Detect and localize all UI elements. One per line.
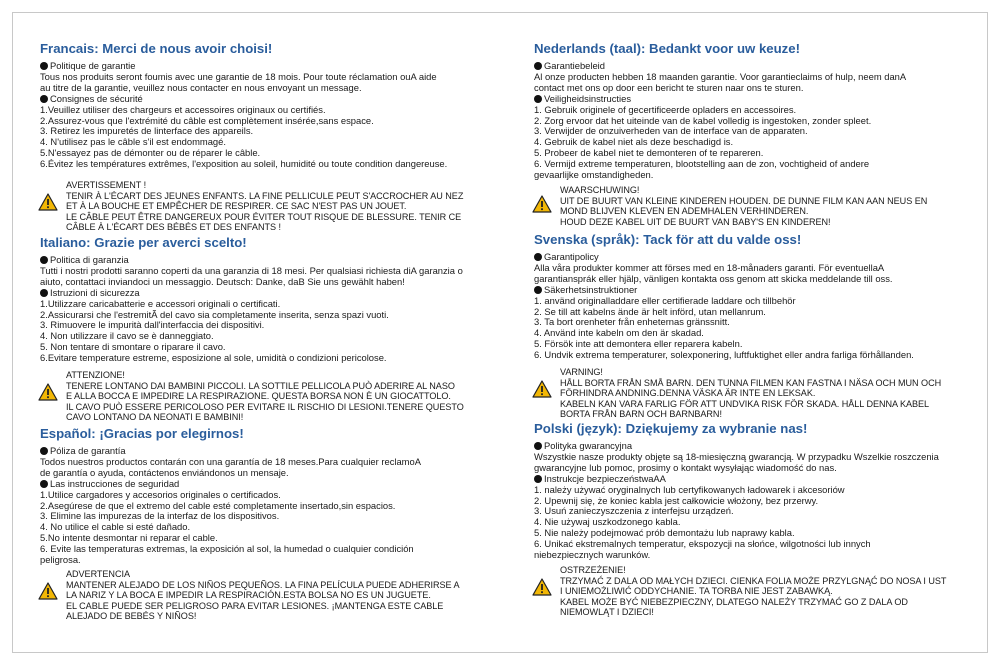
warranty-text: garantiansprák eller hjälp, vänligen kontakta oss genom att skicka meddelande till oss. — [534, 272, 893, 284]
safety-item: 1. använd originalladdare eller certifierade laddare och tillbehör — [534, 294, 796, 306]
safety-heading: Veiligheidsinstructies — [534, 94, 1000, 105]
safety-item: peligrosa. — [40, 554, 81, 566]
warranty-heading: Politique de garantie — [40, 61, 510, 72]
warning-line: NIEMOWLĄT I DZIECI! — [560, 607, 654, 618]
safety-item: 5.N'essayez pas de démonter ou de réparer le câble. — [40, 147, 261, 159]
safety-item: 1.Veuillez utiliser des chargeurs et accessoires originaux ou certifiés. — [40, 103, 326, 115]
bullet-icon — [534, 95, 542, 103]
warning-block — [40, 370, 510, 423]
safety-item: 6.Évitez les températures extrêmes, l'exposition au soleil, humidité ou toute condition dangereuse. — [40, 158, 448, 170]
warning-line: I UNIEMOŻLIWIĆ ODDYCHANIE. TA TORBA NIE JEST ZABAWKĄ. — [560, 586, 833, 597]
bullet-icon — [40, 289, 48, 297]
bullet-icon — [40, 62, 48, 70]
safety-item: 5. Probeer de kabel niet te demonteren of te repareren. — [534, 147, 764, 159]
warning-line: HÅLL BORTA FRÅN SMÅ BARN. DEN TUNNA FILMEN KAN FASTNA I NÄSA OCH MUN OCH — [560, 377, 942, 388]
warranty-text: Wszystkie nasze produkty objęte są 18-miesięczną gwarancją. W przypadku Wszelkie roszczenia — [534, 450, 939, 462]
bullet-icon — [40, 447, 48, 455]
warning-line: TRZYMAĆ Z DALA OD MAŁYCH DZIECI. CIENKA FOLIA MOŻE PRZYLGNĄĆ DO NOSA I UST — [560, 575, 947, 586]
bullet-icon — [534, 442, 542, 450]
safety-heading: Säkerhetsinstruktioner — [534, 285, 1000, 296]
warning-line: ALEJADO DE BEBÉS Y NIÑOS! — [66, 611, 197, 622]
safety-item: 4. No utilice el cable si esté dañado. — [40, 521, 191, 533]
section-dutch — [534, 40, 1000, 227]
warning-line: WAARSCHUWING! — [560, 184, 640, 195]
warning-line: KABELN KAN VARA FARLIG FÖR ATT UNDVIKA RISK FÖR SKADA. HÅLL DENNA KABEL — [560, 398, 930, 409]
warranty-text: Tutti i nostri prodotti saranno coperti da una garanzia di 18 mesi. Per qualsiasi richiesta diA garanzia o — [40, 264, 463, 276]
warranty-heading: Póliza de garantía — [40, 446, 510, 457]
warranty-text: contact met ons op door een bericht te sturen naar ons te sturen. — [534, 81, 804, 93]
warning-line: BORTA FRÅN BARN OCH BARNBARN! — [560, 409, 722, 420]
safety-item: niebezpiecznych warunków. — [534, 549, 651, 561]
safety-heading: Istruzioni di sicurezza — [40, 288, 510, 299]
safety-item: 2.Assurez-vous que l'extrémité du câble est complètement insérée,sans espace. — [40, 114, 374, 126]
safety-item: 4. Gebruik de kabel niet als deze beschadigd is. — [534, 136, 734, 148]
safety-item: 3. Usuń zanieczyszczenia z interfejsu urządzeń. — [534, 505, 734, 517]
warning-triangle-icon — [532, 195, 552, 213]
section-italian — [40, 234, 510, 423]
safety-item: 2.Asegúrese de que el extremo del cable esté completamente insertado,sin espacios. — [40, 499, 396, 511]
safety-item: 4. Non utilizzare il cavo se è danneggiato. — [40, 330, 214, 342]
warranty-text: aiuto, contattaci inviandoci un messaggio. Deutsch: Danke, daB Sie uns gewählt haben! — [40, 275, 405, 287]
safety-item: 6. Unikać ekstremalnych temperatur, ekspozycji na słońce, wilgotności lub innych — [534, 538, 871, 550]
warning-block — [534, 185, 1000, 227]
bullet-icon — [534, 62, 542, 70]
warranty-text: Alla våra produkter kommer att förses med en 18-månaders garanti. För eventuellaA — [534, 261, 885, 273]
warning-triangle-icon — [532, 380, 552, 398]
safety-item: 1.Utilice cargadores y accesorios originales o certificados. — [40, 488, 281, 500]
section-polish — [534, 420, 1000, 618]
safety-item: 5. Nie należy podejmować prób demontażu lub naprawy kabla. — [534, 527, 795, 539]
warning-line: EL CABLE PUEDE SER PELIGROSO PARA EVITAR LESIONES. ¡MANTENGA ESTE CABLE — [66, 600, 444, 611]
warning-block — [534, 367, 1000, 420]
safety-item: 6. Vermijd extreme temperaturen, blootstelling aan de zon, vochtigheid of andere — [534, 158, 870, 170]
warning-line: TENIR À L'ÉCART DES JEUNES ENFANTS. LA FINE PELLICULE PEUT S'ACCROCHER AU NEZ — [66, 190, 464, 201]
warning-line: HOUD DEZE KABEL UIT DE BUURT VAN BABY'S EN KINDEREN! — [560, 216, 831, 227]
warranty-heading: Politica di garanzia — [40, 255, 510, 266]
section-title: Polski (język): Dziękujemy za wybranie nas! — [534, 421, 808, 436]
warning-line: E ALLA BOCCA E IMPEDIRE LA RESPIRAZIONE. QUESTA BORSA NON È UN GIOCATTOLO. — [66, 391, 451, 402]
warning-line: OSTRZEŻENIE! — [560, 564, 626, 575]
warning-line: ET À LA BOUCHE ET EMPÊCHER DE RESPIRER. CE SAC N'EST PAS UN JOUET. — [66, 201, 407, 212]
safety-item: 3. Verwijder de onzuiverheden van de interface van de apparaten. — [534, 125, 808, 137]
warning-line: LE CÂBLE PEUT ÊTRE DANGEREUX POUR ÉVITER TOUT RISQUE DE BLESSURE. TENIR CE — [66, 211, 462, 222]
section-title: Nederlands (taal): Bedankt voor uw keuze! — [534, 41, 801, 56]
safety-heading: Las instrucciones de seguridad — [40, 479, 510, 490]
warning-triangle-icon — [38, 193, 58, 211]
bullet-icon — [534, 286, 542, 294]
safety-heading: Consignes de sécurité — [40, 94, 510, 105]
warranty-heading: Garantipolicy — [534, 252, 1000, 263]
safety-item: 2. Se till att kabelns ände är helt införd, utan mellanrum. — [534, 305, 766, 317]
section-french — [40, 40, 510, 233]
safety-item: 1. Gebruik originele of gecertificeerde opladers en accessoires. — [534, 103, 797, 115]
safety-item: 5. Försök inte att demontera eller reparera kabeln. — [534, 338, 743, 350]
safety-item: 4. Använd inte kabeln om den är skadad. — [534, 327, 704, 339]
warning-block — [40, 569, 510, 622]
warning-triangle-icon — [38, 582, 58, 600]
warranty-text: au titre de la garantie, veuillez nous contacter en nous envoyant un message. — [40, 81, 362, 93]
warranty-text: gwarancyjne lub pomoc, prosimy o kontakt wysyłając wiadomość do nas. — [534, 461, 837, 473]
safety-item: 4. Nie używaj uszkodzonego kabla. — [534, 516, 681, 528]
warning-block — [40, 180, 510, 233]
warning-line: FÖRHINDRA ANDNING.DENNA VÄSKA ÄR INTE EN LEKSAK. — [560, 388, 816, 399]
safety-item: 3. Retirez les impuretés de linterface des appareils. — [40, 125, 254, 137]
warning-line: ADVERTENCIA — [66, 568, 130, 579]
warning-line: AVERTISSEMENT ! — [66, 180, 147, 191]
warning-line: CAVO LONTANO DA NEONATI E BAMBINI! — [66, 412, 244, 423]
warning-triangle-icon — [532, 578, 552, 596]
safety-item: 3. Elimine las impurezas de la interfaz de los dispositivos. — [40, 510, 280, 522]
warranty-heading: Polityka gwarancyjna — [534, 441, 1000, 452]
section-spanish — [40, 425, 510, 622]
warranty-text: de garantía o ayuda, contáctenos enviándonos un mensaje. — [40, 466, 289, 478]
bullet-icon — [534, 475, 542, 483]
safety-item: 1. należy używać oryginalnych lub certyfikowanych ładowarek i akcesoriów — [534, 483, 845, 495]
warning-line: KABEL MOŻE BYĆ NIEBEZPIECZNY, DLATEGO NALEŻY TRZYMAĆ GO Z DALA OD — [560, 596, 908, 607]
safety-item: 3. Rimuovere le impurità dall'interfaccia dei dispositivi. — [40, 319, 265, 331]
warning-triangle-icon — [38, 383, 58, 401]
safety-item: 3. Ta bort orenheter från enheternas gränssnitt. — [534, 316, 730, 328]
safety-item: 1.Utilizzare caricabatterie e accessori originali o certificati. — [40, 297, 281, 309]
section-title: Italiano: Grazie per averci scelto! — [40, 235, 247, 250]
safety-item: 6. Undvik extrema temperaturer, solexponering, luftfuktighet eller andra farliga förhållanden. — [534, 349, 914, 361]
safety-item: 5. Non tentare di smontare o riparare il cavo. — [40, 341, 226, 353]
warning-line: IL CAVO PUÒ ESSERE PERICOLOSO PER EVITARE IL RISCHIO DI LESIONI.TENERE QUESTO — [66, 401, 464, 412]
safety-item: 5.No intente desmontar ni reparar el cable. — [40, 532, 218, 544]
bullet-icon — [534, 253, 542, 261]
safety-item: 6.Evitare temperature estreme, esposizione al sole, umidità o condizioni pericolose. — [40, 352, 387, 364]
warning-line: TENERE LONTANO DAI BAMBINI PICCOLI. LA SOTTILE PELLICOLA PUÒ ADERIRE AL NASO — [66, 380, 455, 391]
safety-item: gevaarlijke omstandigheden. — [534, 169, 654, 181]
bullet-icon — [40, 480, 48, 488]
section-title: Svenska (språk): Tack för att du valde oss! — [534, 232, 802, 247]
warning-line: MOND BLIJVEN KLEVEN EN ADEMHALEN VERHINDEREN. — [560, 206, 809, 217]
warning-line: CÂBLE À L'ÉCART DES BÉBÉS ET DES ENFANTS ! — [66, 222, 281, 233]
bullet-icon — [40, 95, 48, 103]
warning-block — [534, 565, 1000, 618]
warranty-heading: Garantiebeleid — [534, 61, 1000, 72]
section-title: Francais: Merci de nous avoir choisi! — [40, 41, 273, 56]
warning-line: UIT DE BUURT VAN KLEINE KINDEREN HOUDEN. DE DUNNE FILM KAN AAN NEUS EN — [560, 195, 928, 206]
warning-line: LA NARIZ Y LA BOCA E IMPEDIR LA RESPIRACIÓN.ESTA BOLSA NO ES UN JUGUETE. — [66, 590, 431, 601]
warranty-text: Todos nuestros productos contarán con una garantía de 18 meses.Para cualquier reclamoA — [40, 455, 421, 467]
warning-line: VARNING! — [560, 367, 603, 378]
warranty-text: Tous nos produits seront foumis avec une garantie de 18 mois. Pour toute réclamation ouA aide — [40, 70, 437, 82]
safety-item: 2. Zorg ervoor dat het uiteinde van de kabel volledig is ingestoken, zonder spleet. — [534, 114, 872, 126]
safety-item: 2.Assicurarsi che l'estremitÃ del cavo sia completamente inserita, senza spazi vuoti. — [40, 308, 389, 320]
warning-line: ATTENZIONE! — [66, 370, 125, 381]
warranty-text: Al onze producten hebben 18 maanden garantie. Voor garantieclaims of hulp, neem danA — [534, 70, 907, 82]
section-title: Español: ¡Gracias por elegirnos! — [40, 426, 244, 441]
bullet-icon — [40, 256, 48, 264]
warning-line: MANTENER ALEJADO DE LOS NIÑOS PEQUEÑOS. LA FINA PELÍCULA PUEDE ADHERIRSE A — [66, 579, 460, 590]
section-swedish — [534, 231, 1000, 420]
safety-item: 4. N'utilisez pas le câble s'il est endommagé. — [40, 136, 226, 148]
safety-item: 6. Evite las temperaturas extremas, la exposición al sol, la humedad o cualquier condición — [40, 543, 414, 555]
safety-item: 2. Upewnij się, że koniec kabla jest całkowicie włożony, bez przerwy. — [534, 494, 819, 506]
safety-heading: Instrukcje bezpieczeństwaAA — [534, 474, 1000, 485]
